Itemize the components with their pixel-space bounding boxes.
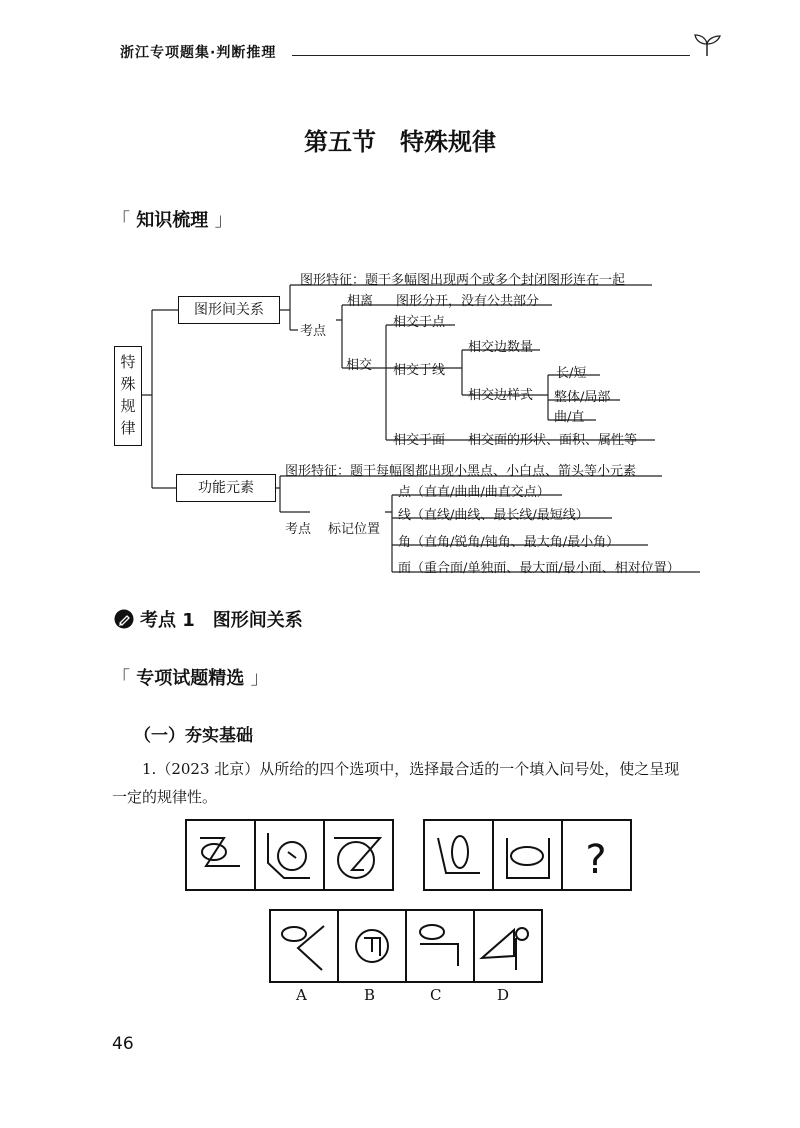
label-style-2: 曲/直 <box>554 410 585 425</box>
node-graphic-relation: 图形间关系 <box>178 296 280 324</box>
label-face: 相交于面 <box>393 433 446 448</box>
question-mark: ? <box>585 837 607 883</box>
label-style-1: 整体/局部 <box>554 390 611 405</box>
label-xiangjiao: 相交 <box>346 358 373 373</box>
section-title: 第五节 特殊规律 <box>304 128 496 156</box>
mindmap-root: 特殊规律 <box>114 346 142 446</box>
label-face-desc: 相交面的形状、面积、属性等 <box>468 433 638 448</box>
node-function-element: 功能元素 <box>176 474 276 502</box>
running-header: 浙江专项题集·判断推理 <box>120 45 277 61</box>
bracket-close: 」 <box>214 210 233 231</box>
question-number: 1. <box>142 760 157 778</box>
branch1-feature: 图形特征：题干多幅图出现两个或多个封闭图形连在一起 <box>300 273 626 288</box>
mark-item-1: 线（直线/曲线、最长线/最短线） <box>398 508 589 523</box>
branch1-kaodian: 考点 <box>300 324 327 339</box>
label-style-0: 长/短 <box>556 366 587 381</box>
options-figure <box>268 908 544 986</box>
question-figure <box>184 818 634 898</box>
branch2-kaodian: 考点 <box>285 522 312 537</box>
branch2-feature: 图形特征：题干每幅图都出现小黑点、小白点、箭头等小元素 <box>285 464 637 479</box>
option-label-c: C <box>430 986 442 1004</box>
bracket-open: 「 <box>112 668 130 689</box>
label-line-style: 相交边样式 <box>468 388 534 403</box>
label-line: 相交于线 <box>393 363 446 378</box>
label-xiangli: 相离 <box>347 294 374 309</box>
mark-item-2: 角（直角/锐角/钝角、最大角/最小角） <box>398 535 620 550</box>
label-xiangli-desc: 图形分开，没有公共部分 <box>396 294 540 309</box>
knowledge-heading-text: 知识梳理 <box>136 210 209 231</box>
label-mark-position: 标记位置 <box>328 522 381 537</box>
label-line-count: 相交边数量 <box>468 340 534 355</box>
bracket-open: 「 <box>112 210 130 231</box>
option-label-b: B <box>364 986 376 1004</box>
subsection-heading: （一）夯实基础 <box>134 726 253 746</box>
question-line-2: 一定的规律性。 <box>112 788 218 806</box>
label-point: 相交于点 <box>393 315 446 330</box>
question-source: （2023 北京） <box>156 760 260 778</box>
pen-icon <box>114 609 134 629</box>
question-text: 从所给的四个选项中，选择最合适的一个填入问号处，使之呈现 <box>259 760 680 778</box>
selected-heading-text: 专项试题精选 <box>136 668 245 689</box>
selected-heading <box>112 664 269 690</box>
bracket-close: 」 <box>250 668 269 689</box>
mark-item-0: 点（直直/曲曲/曲直交点） <box>398 485 550 500</box>
option-label-d: D <box>497 986 510 1004</box>
page-number: 46 <box>112 1034 134 1054</box>
option-label-a: A <box>296 986 307 1004</box>
question-line-1 <box>142 755 679 783</box>
kaodian1-heading: 考点 1 图形间关系 <box>140 610 303 631</box>
figure-shapes <box>200 833 549 878</box>
mark-item-3: 面（重合面/单独面、最大面/最小面、相对位置） <box>398 561 680 576</box>
